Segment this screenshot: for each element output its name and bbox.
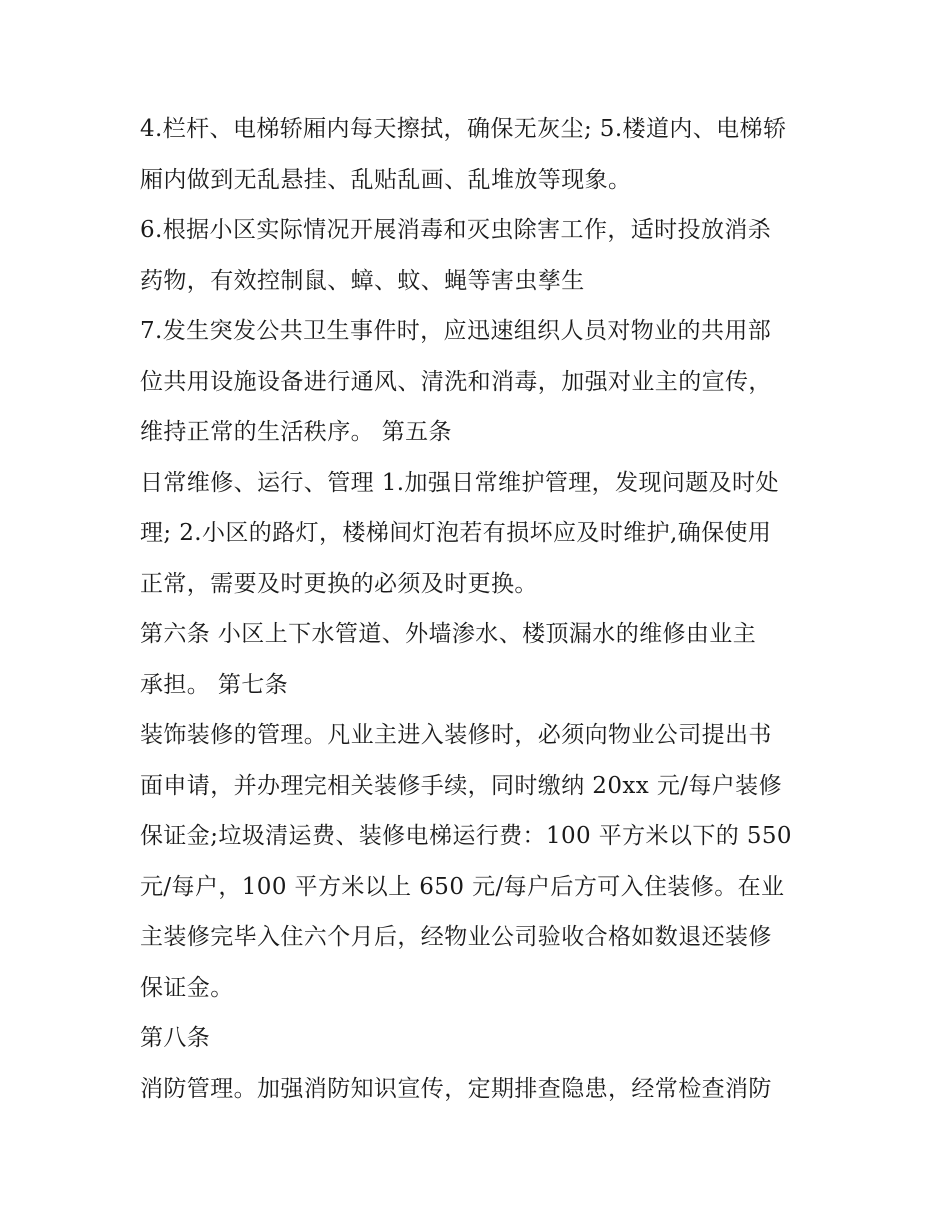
text-line: 7.发生突发公共卫生事件时，应迅速组织人员对物业的共用部 <box>140 318 772 344</box>
text-line: 正常，需要及时更换的必须及时更换。 <box>140 571 538 597</box>
text-line: 第六条 小区上下水管道、外墙渗水、楼顶漏水的维修由业主 <box>140 621 757 647</box>
text-line: 面申请，并办理完相关装修手续，同时缴纳 20xx 元/每户装修 <box>140 773 782 799</box>
text-line: 装饰装修的管理。凡业主进入装修时，必须向物业公司提出书 <box>140 722 772 748</box>
section-heading: 第八条 <box>140 1025 211 1051</box>
text-line: 日常维修、运行、管理 1.加强日常维护管理，发现问题及时处 <box>140 470 779 496</box>
text-line: 消防管理。加强消防知识宣传，定期排查隐患，经常检查消防 <box>140 1076 772 1102</box>
text-line: 维持正常的生活秩序。 第五条 <box>140 419 452 445</box>
text-line: 6.根据小区实际情况开展消毒和灭虫除害工作，适时投放消杀 <box>140 217 772 243</box>
text-line: 元/每户，100 平方米以上 650 元/每户后方可入住装修。在业 <box>140 874 785 900</box>
text-line: 承担。 第七条 <box>140 672 289 698</box>
text-line: 4.栏杆、电梯轿厢内每天擦拭，确保无灰尘; 5.楼道内、电梯轿 <box>140 116 787 142</box>
text-line: 保证金;垃圾清运费、装修电梯运行费：100 平方米以下的 550 <box>140 823 792 849</box>
text-line: 药物，有效控制鼠、蟑、蚊、蝇等害虫孳生 <box>140 268 585 294</box>
text-line: 厢内做到无乱悬挂、乱贴乱画、乱堆放等现象。 <box>140 167 632 193</box>
text-line: 保证金。 <box>140 975 234 1001</box>
text-line: 主装修完毕入住六个月后，经物业公司验收合格如数退还装修 <box>140 924 772 950</box>
text-line: 理; 2.小区的路灯，楼梯间灯泡若有损坏应及时维护,确保使用 <box>140 520 772 546</box>
text-line: 位共用设施设备进行通风、清洗和消毒，加强对业主的宣传， <box>140 369 772 395</box>
